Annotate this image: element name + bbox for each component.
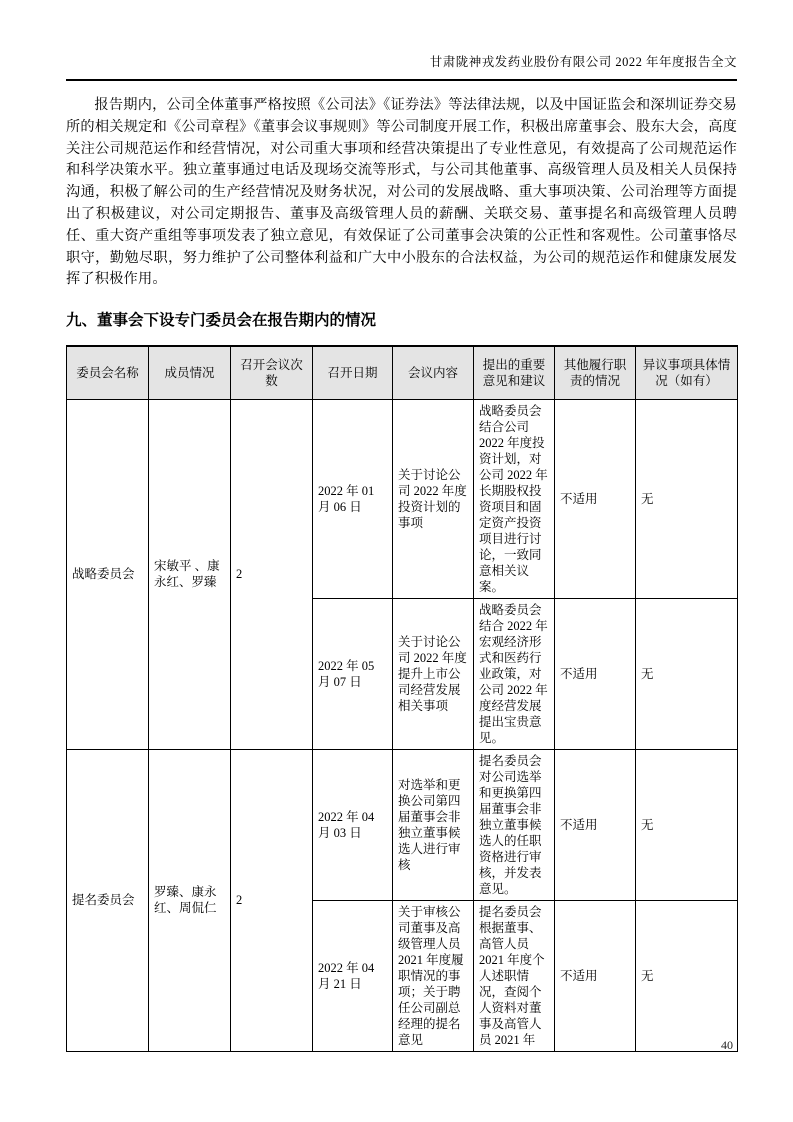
meeting-content-cell: 关于讨论公司 2022 年度提升上市公司经营发展相关事项: [393, 598, 474, 749]
meeting-date-cell: 2022 年 01 月 06 日: [313, 399, 393, 598]
other-duties-cell: 不适用: [555, 900, 636, 1051]
header-meeting-date: 召开日期: [313, 346, 393, 399]
meeting-date-cell: 2022 年 05 月 07 日: [313, 598, 393, 749]
meeting-date-cell: 2022 年 04 月 03 日: [313, 749, 393, 900]
other-duties-cell: 不适用: [555, 399, 636, 598]
opinions-cell: 提名委员会根据董事、高管人员 2021 年度个人述职情况，查阅个人资料对董事及高管人员 2021 年: [474, 900, 555, 1051]
objections-cell: 无: [636, 399, 738, 598]
meeting-content-cell: 关于讨论公司 2022 年度投资计划的事项: [393, 399, 474, 598]
committee-table: [66, 345, 738, 1052]
objections-cell: 无: [636, 598, 738, 749]
header-committee-name: 委员会名称: [67, 346, 149, 399]
other-duties-cell: 不适用: [555, 749, 636, 900]
header-members: 成员情况: [149, 346, 231, 399]
objections-cell: 无: [636, 749, 738, 900]
committee-name-cell: 提名委员会: [67, 749, 149, 1051]
section-heading: 九、董事会下设专门委员会在报告期内的情况: [66, 312, 377, 330]
header-meeting-content: 会议内容: [393, 346, 474, 399]
intro-paragraph: 报告期内，公司全体董事严格按照《公司法》《证券法》等法律法规，以及中国证监会和深圳证券交易所的相关规定和《公司章程》《董事会议事规则》等公司制度开展工作，积极出席董事会、股东大会，高度关注公司规范运作和经营情况，对公司重大事项和经营决策提出了专业性意见，有效提高了公司规范运作和科学决策水平。独立董事通过电话及现场交流等形式，与公司其他董事、高级管理人员及相关人员保持沟通，积极了解公司的生产经营情况及财务状况，对公司的发展战略、重大事项决策、公司治理等方面提出了积极建议，对公司定期报告、董事及高级管理人员的薪酬、关联交易、董事提名和高级管理人员聘任、重大资产重组等事项发表了独立意见，有效保证了公司董事会决策的公正性和客观性。公司董事恪尽职守，勤勉尽职，努力维护了公司整体利益和广大中小股东的合法权益，为公司的规范运作和健康发展发挥了积极作用。: [66, 97, 737, 288]
header-divider: [66, 79, 737, 81]
header-objections: 异议事项具体情况（如有）: [636, 346, 738, 399]
members-cell: 宋敏平 、康永红、罗臻: [149, 399, 231, 749]
opinions-cell: 战略委员会结合公司 2022 年度投资计划，对公司 2022 年长期股权投资项目和固定资产投资项目进行讨论，一致同意相关议案。: [474, 399, 555, 598]
committee-name-cell: 战略委员会: [67, 399, 149, 749]
opinions-cell: 战略委员会结合 2022 年宏观经济形式和医药行业政策，对公司 2022 年度经营发展提出宝贵意见。: [474, 598, 555, 749]
header-opinions: 提出的重要意见和建议: [474, 346, 555, 399]
table-row: [67, 399, 738, 598]
header-meeting-count: 召开会议次数: [231, 346, 313, 399]
other-duties-cell: 不适用: [555, 598, 636, 749]
meeting-count-cell: 2: [231, 399, 313, 749]
page-number: 40: [721, 1038, 733, 1052]
header-other-duties: 其他履行职责的情况: [555, 346, 636, 399]
meeting-content-cell: 对选举和更换公司第四届董事会非独立董事候选人进行审核: [393, 749, 474, 900]
table-header-row: [67, 346, 738, 399]
meeting-count-cell: 2: [231, 749, 313, 1051]
opinions-cell: 提名委员会对公司选举和更换第四届董事会非独立董事候选人的任职资格进行审核，并发表意见。: [474, 749, 555, 900]
table-row: [67, 749, 738, 900]
members-cell: 罗臻、康永红、周侃仁: [149, 749, 231, 1051]
objections-cell: 无: [636, 900, 738, 1051]
meeting-content-cell: 关于审核公司董事及高级管理人员 2021 年度履职情况的事项；关于聘任公司副总经理的提名意见: [393, 900, 474, 1051]
meeting-date-cell: 2022 年 04 月 21 日: [313, 900, 393, 1051]
page-header-title: 甘肃陇神戎发药业股份有限公司 2022 年年度报告全文: [429, 55, 737, 69]
